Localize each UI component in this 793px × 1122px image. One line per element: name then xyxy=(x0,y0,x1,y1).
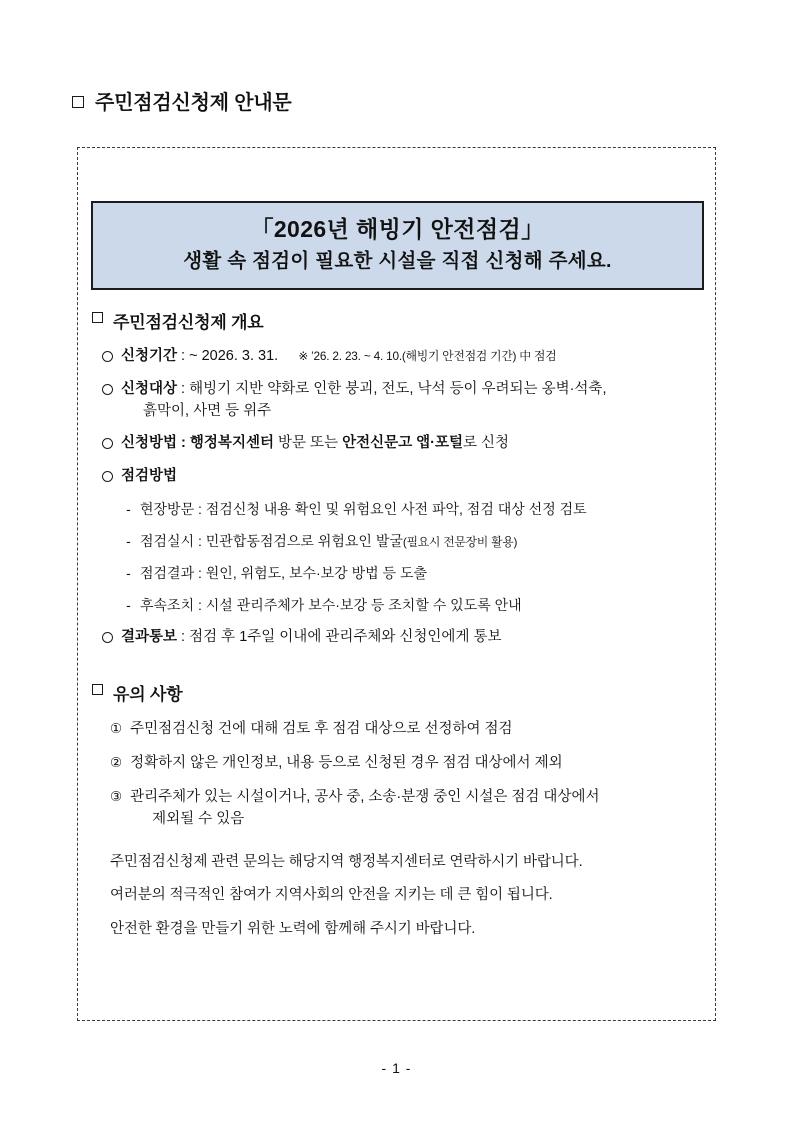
list-item-inspection-step xyxy=(92,531,703,552)
section-header-notice xyxy=(92,680,703,705)
list-item-application-method xyxy=(92,433,703,455)
notice-text-main: 주민점검신청 건에 대해 검토 후 점검 대상으로 선정하여 점검 xyxy=(130,720,513,737)
page-number: - 1 - xyxy=(381,1060,412,1076)
inspection-step-main: 점검결과 : 원인, 위험도, 보수·보강 방법 등 도출 xyxy=(140,564,427,581)
list-item-inspection-step xyxy=(92,499,703,520)
inspection-step-main: 점검실시 : 민관합동점검으로 위험요인 발굴 xyxy=(140,532,403,549)
notice-text xyxy=(130,752,562,774)
application-period-text xyxy=(121,346,703,368)
application-method-tail: 로 신청 xyxy=(463,435,510,452)
notice-text xyxy=(130,786,599,830)
circle-bullet-icon xyxy=(102,351,113,362)
document-frame xyxy=(77,147,716,1021)
application-target-text xyxy=(121,379,703,423)
section-title-overview: 주민점검신청제 개요 xyxy=(113,313,264,332)
closing-line: 여러분의 적극적인 참여가 지역사회의 안전을 지키는 데 큰 힘이 됩니다. xyxy=(110,887,553,904)
result-notice-label: 결과통보 xyxy=(121,628,178,645)
list-item-notice xyxy=(92,718,703,740)
section-spacer xyxy=(92,660,703,680)
application-target-value: : 해빙기 지반 약화로 인한 붕괴, 전도, 낙석 등이 우려되는 옹벽·석축, xyxy=(177,380,607,397)
closing-line: 안전한 환경을 만들기 위한 노력에 함께해 주시기 바랍니다. xyxy=(110,921,476,938)
application-method-middle: 방문 또는 xyxy=(273,435,343,452)
list-item-application-target xyxy=(92,379,703,423)
result-notice-text xyxy=(121,627,703,649)
list-item-notice xyxy=(92,786,703,830)
result-notice-value: : 점검 후 1주일 이내에 관리주체와 신청인에게 통보 xyxy=(177,628,502,645)
dash-bullet-icon: - xyxy=(126,500,131,517)
application-method-text xyxy=(121,433,703,455)
section-header-overview xyxy=(92,308,703,333)
closing-paragraphs xyxy=(92,852,703,941)
circled-number-icon: ② xyxy=(110,754,123,770)
notice-text-cont: 제외될 수 있음 xyxy=(152,810,245,827)
application-method-channel-office: 행정복지센터 xyxy=(189,435,274,452)
square-bullet-icon xyxy=(92,684,103,695)
circled-number-icon: ③ xyxy=(110,788,123,804)
inspection-step-text xyxy=(140,499,587,520)
dash-bullet-icon: - xyxy=(126,532,131,549)
inspection-method-text xyxy=(121,466,703,488)
page-title-text: 주민점검신청제 안내문 xyxy=(95,92,292,114)
title-banner xyxy=(91,201,704,290)
dash-bullet-icon: - xyxy=(126,564,131,581)
application-target-label: 신청대상 xyxy=(121,380,178,397)
circled-number-icon: ① xyxy=(110,720,123,736)
list-item-application-period xyxy=(92,346,703,368)
notice-text-main: 정확하지 않은 개인정보, 내용 등으로 신청된 경우 점검 대상에서 제외 xyxy=(130,754,563,771)
circle-bullet-icon xyxy=(102,471,113,482)
notice-text-main: 관리주체가 있는 시설이거나, 공사 중, 소송·분쟁 중인 시설은 점검 대상에서 xyxy=(130,788,600,805)
application-period-label: 신청기간 xyxy=(121,348,178,364)
inspection-step-note: (필요시 전문장비 활용) xyxy=(402,534,518,549)
inspection-step-text xyxy=(140,531,517,552)
application-period-value: : ~ 2026. 3. 31. xyxy=(177,348,279,364)
circle-bullet-icon xyxy=(102,438,113,449)
inspection-step-main: 현장방문 : 점검신청 내용 확인 및 위험요인 사전 파악, 점검 대상 선정 검토 xyxy=(140,500,587,517)
inspection-step-text xyxy=(140,595,522,616)
square-bullet-icon xyxy=(72,96,84,108)
inspection-step-text xyxy=(140,563,427,584)
application-target-value-cont: 흙막이, 사면 등 위주 xyxy=(143,402,272,419)
banner-line-2: 생활 속 점검이 필요한 시설을 직접 신청해 주세요. xyxy=(183,250,612,273)
notice-text xyxy=(130,718,512,740)
section-title-notice: 유의 사항 xyxy=(113,684,183,704)
list-item-inspection-step xyxy=(92,563,703,584)
circle-bullet-icon xyxy=(102,632,113,643)
page-title xyxy=(72,86,292,115)
list-item-notice xyxy=(92,752,703,774)
inspection-method-label: 점검방법 xyxy=(121,468,178,484)
application-period-note: ※ ’26. 2. 23. ~ 4. 10.(해빙기 안전점검 기간) 中 점검 xyxy=(298,349,557,363)
list-item-inspection-method xyxy=(92,466,703,488)
inspection-step-main: 후속조치 : 시설 관리주체가 보수·보강 등 조치할 수 있도록 안내 xyxy=(140,596,522,613)
application-method-channel-app: 안전신문고 앱·포털 xyxy=(342,435,464,452)
banner-line-1: 「2026년 해빙기 안전점검」 xyxy=(250,216,545,242)
dash-bullet-icon: - xyxy=(126,596,131,613)
list-item-result-notice xyxy=(92,627,703,649)
closing-line: 주민점검신청제 관련 문의는 해당지역 행정복지센터로 연락하시기 바랍니다. xyxy=(110,853,583,870)
document-content xyxy=(78,308,717,953)
application-method-label: 신청방법 : xyxy=(121,435,190,452)
circle-bullet-icon xyxy=(102,384,113,395)
square-bullet-icon xyxy=(92,312,103,323)
list-item-inspection-step xyxy=(92,595,703,616)
